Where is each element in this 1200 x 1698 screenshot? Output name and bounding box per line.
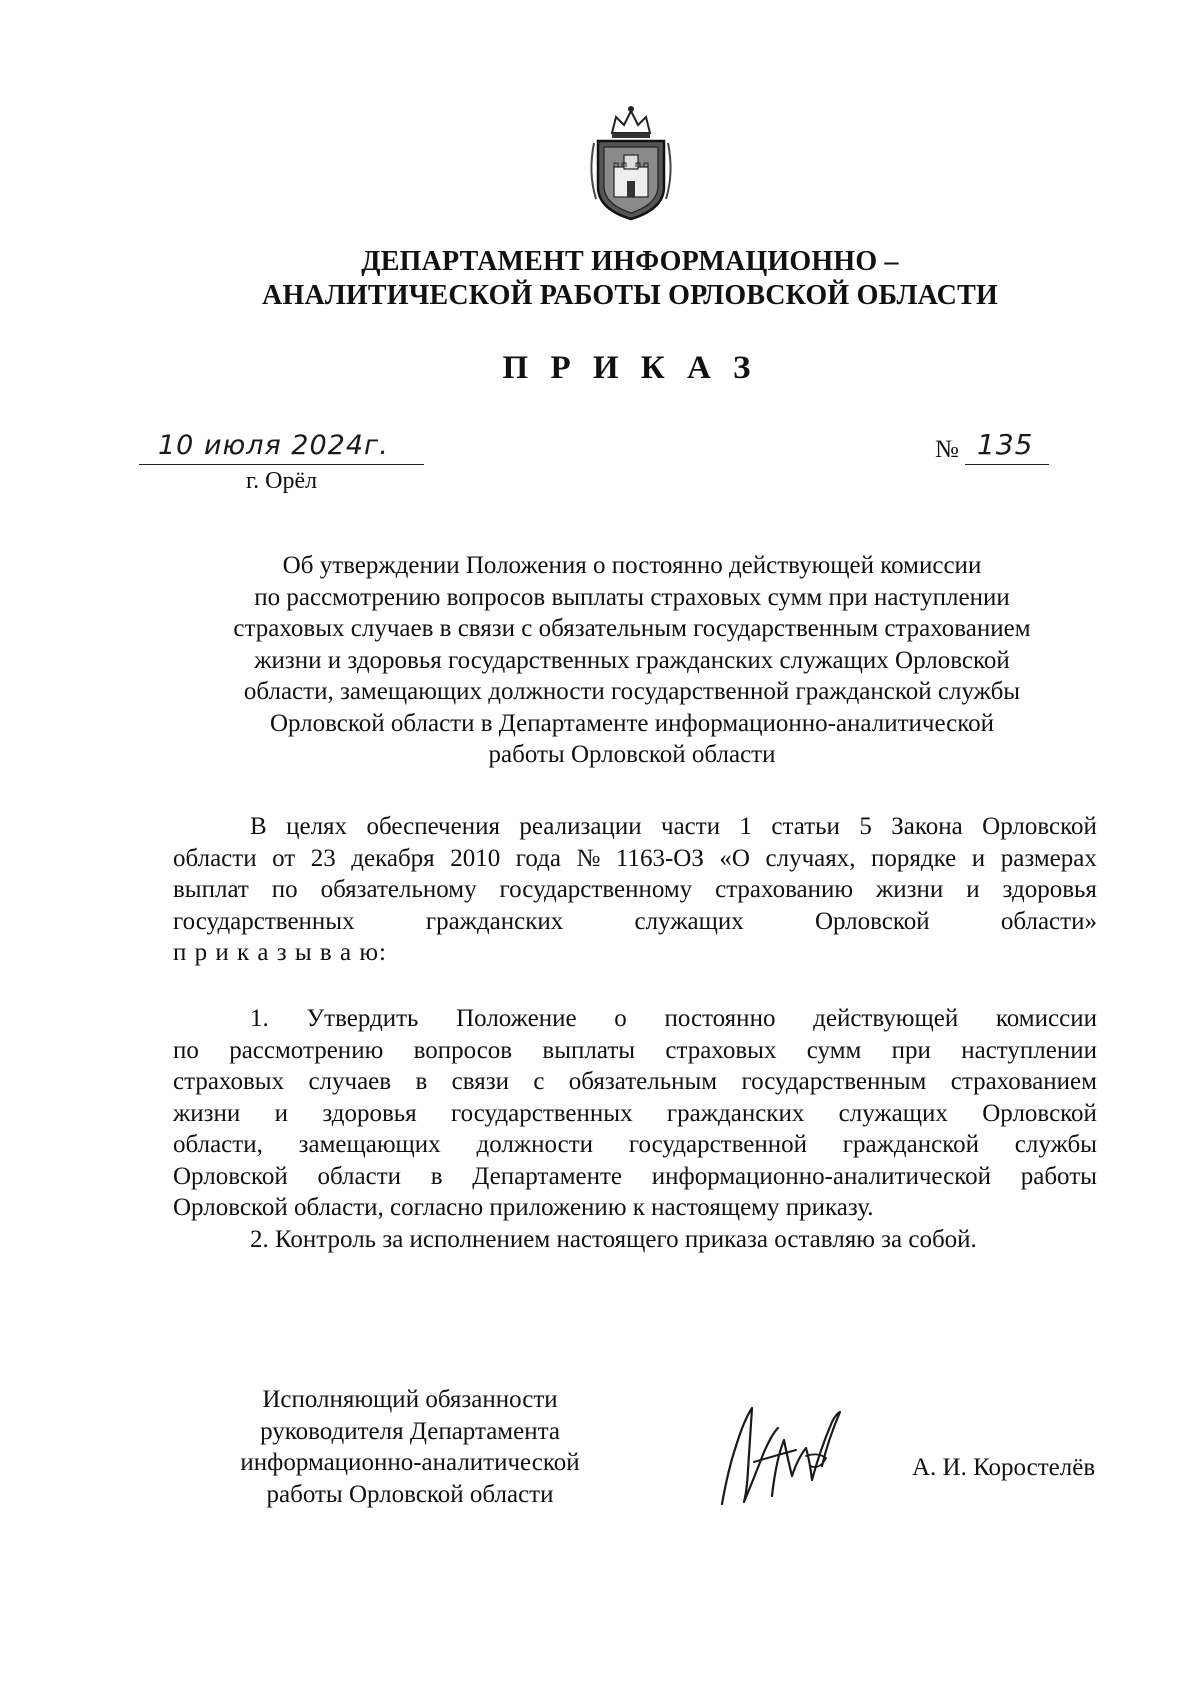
word: Утвердить <box>306 1005 419 1032</box>
word: государственной <box>628 1131 807 1158</box>
subject-line: области, замещающих должности государственной гражданской службы <box>243 678 1021 705</box>
subject-line: жизни и здоровья государственных гражданских служащих Орловской <box>254 646 1010 674</box>
word: области, <box>173 1131 263 1158</box>
item-line <box>173 1098 1097 1130</box>
subject-line: по рассмотрению вопросов выплаты страховых сумм при наступлении <box>254 583 1010 611</box>
word: части <box>661 813 721 840</box>
subject-line: страховых случаев в связи с обязательным государственным страхованием <box>233 615 1031 642</box>
word: здоровья <box>322 1099 417 1127</box>
word: служащих <box>838 1099 948 1127</box>
word: выплаты <box>542 1036 636 1064</box>
word: о <box>614 1005 627 1032</box>
city-label: г. Орёл <box>246 468 318 494</box>
word: государственных <box>450 1099 633 1127</box>
word: 2010 <box>450 844 501 872</box>
department-name-line-2: АНАЛИТИЧЕСКОЙ РАБОТЫ ОРЛОВСКОЙ ОБЛАСТИ <box>262 280 998 311</box>
word: и <box>274 1099 288 1127</box>
order-items <box>173 1003 1097 1255</box>
date-underline <box>139 464 424 465</box>
word: 1163-ОЗ <box>615 844 704 872</box>
item-line <box>173 1003 1097 1035</box>
subject-line: Об утверждении Положения о постоянно действующей комиссии <box>282 552 982 579</box>
word: жизни <box>876 876 944 903</box>
word: Орловской <box>173 1162 288 1190</box>
word: обязательным <box>568 1068 718 1095</box>
word: при <box>891 1036 931 1064</box>
signer-position-line: информационно-аналитической <box>240 1449 580 1476</box>
word: страховых <box>173 1068 285 1095</box>
word: Орловской <box>814 907 930 935</box>
signer-position-line: работы Орловской области <box>266 1480 554 1508</box>
word: в <box>415 1068 428 1095</box>
word: «О <box>719 844 750 872</box>
word: здоровья <box>1002 876 1097 903</box>
word: случаев <box>308 1068 392 1095</box>
signer-position-line: руководителя Департамента <box>260 1417 560 1445</box>
word: с <box>533 1068 545 1095</box>
word: сумм <box>806 1036 862 1064</box>
word: обеспечения <box>366 813 500 840</box>
word: порядке <box>871 844 957 872</box>
word: года <box>515 844 561 872</box>
item-line <box>173 1161 1097 1193</box>
word: страхованию <box>715 876 854 903</box>
word: случаях, <box>765 844 856 872</box>
item-line: 2. Контроль за исполнением настоящего приказа оставляю за собой. <box>250 1225 977 1253</box>
word: статьи <box>771 813 840 840</box>
word: гражданских <box>425 907 564 935</box>
signer-position <box>200 1384 620 1510</box>
word: 5 <box>859 813 872 840</box>
word: Положение <box>456 1005 577 1032</box>
word: области» <box>1000 907 1097 935</box>
preamble-line <box>173 811 1097 843</box>
word: государственным <box>741 1068 927 1095</box>
word: постоянно <box>664 1005 776 1032</box>
subject-line: Орловской области в Департаменте информационно-аналитической <box>269 709 995 737</box>
word: гражданской <box>842 1131 979 1158</box>
word: государственному <box>499 876 693 903</box>
item-line: Орловской области, согласно приложению к настоящему приказу. <box>173 1194 874 1221</box>
subject-line: работы Орловской области <box>488 741 776 768</box>
word: гражданских <box>666 1099 805 1127</box>
department-name-line-1: ДЕПАРТАМЕНТ ИНФОРМАЦИОННО – <box>361 246 899 277</box>
word: информационно-аналитической <box>651 1162 991 1190</box>
signer-position-line: Исполняющий обязанности <box>262 1386 558 1413</box>
word: страхованием <box>950 1068 1097 1095</box>
document-type-title: П Р И К А З <box>502 350 758 386</box>
word: наступлении <box>961 1036 1097 1064</box>
word: целях <box>286 813 348 840</box>
preamble-line: п р и к а з ы в а ю: <box>173 939 387 966</box>
word: работы <box>1020 1162 1097 1190</box>
word: Орловской <box>982 813 1097 840</box>
word: Закона <box>891 813 963 840</box>
item-line <box>173 1035 1097 1067</box>
word: вопросов <box>413 1036 513 1064</box>
word: и <box>971 844 986 872</box>
word: обязательному <box>320 876 477 903</box>
word: действующей <box>813 1005 959 1032</box>
word: области <box>317 1162 402 1190</box>
preamble-line <box>173 843 1097 875</box>
word: служащих <box>634 907 744 935</box>
word: связи <box>451 1068 509 1095</box>
word: замещающих <box>298 1131 441 1158</box>
word: государственных <box>173 907 355 935</box>
preamble-paragraph <box>173 811 1097 969</box>
preamble-line <box>173 874 1097 906</box>
word: 1 <box>739 813 752 840</box>
handwritten-signature <box>714 1400 854 1510</box>
word: в <box>430 1162 443 1190</box>
word: размерах <box>1000 844 1097 872</box>
number-underline <box>965 464 1049 465</box>
word: рассмотрению <box>229 1036 384 1064</box>
word: Департаменте <box>472 1162 623 1190</box>
word: выплат <box>173 876 249 903</box>
word: службы <box>1014 1131 1097 1158</box>
word: по <box>271 876 298 903</box>
order-number: 135 <box>977 428 1034 461</box>
word: от <box>272 844 296 872</box>
order-date: 10 июля 2024г. <box>158 430 389 461</box>
signer-name: А. И. Коростелёв <box>912 1454 1096 1481</box>
word: и <box>966 876 980 903</box>
word: В <box>250 813 267 840</box>
word: № <box>576 844 601 872</box>
word: 1. <box>250 1005 269 1032</box>
coat-of-arms-icon <box>584 103 678 223</box>
item-line <box>173 1066 1097 1098</box>
word: области <box>173 844 257 872</box>
word: декабря <box>351 844 435 872</box>
preamble-line <box>173 906 1097 938</box>
item-line <box>173 1129 1097 1161</box>
word: 23 <box>310 844 336 872</box>
order-subject <box>170 550 1094 771</box>
word: жизни <box>173 1099 241 1127</box>
word: должности <box>476 1131 594 1158</box>
word: страховых <box>665 1036 777 1064</box>
word: реализации <box>519 813 642 840</box>
word: Орловской <box>982 1099 1097 1127</box>
word: по <box>173 1036 199 1064</box>
word: комиссии <box>995 1005 1097 1032</box>
number-sign: № <box>935 436 959 463</box>
